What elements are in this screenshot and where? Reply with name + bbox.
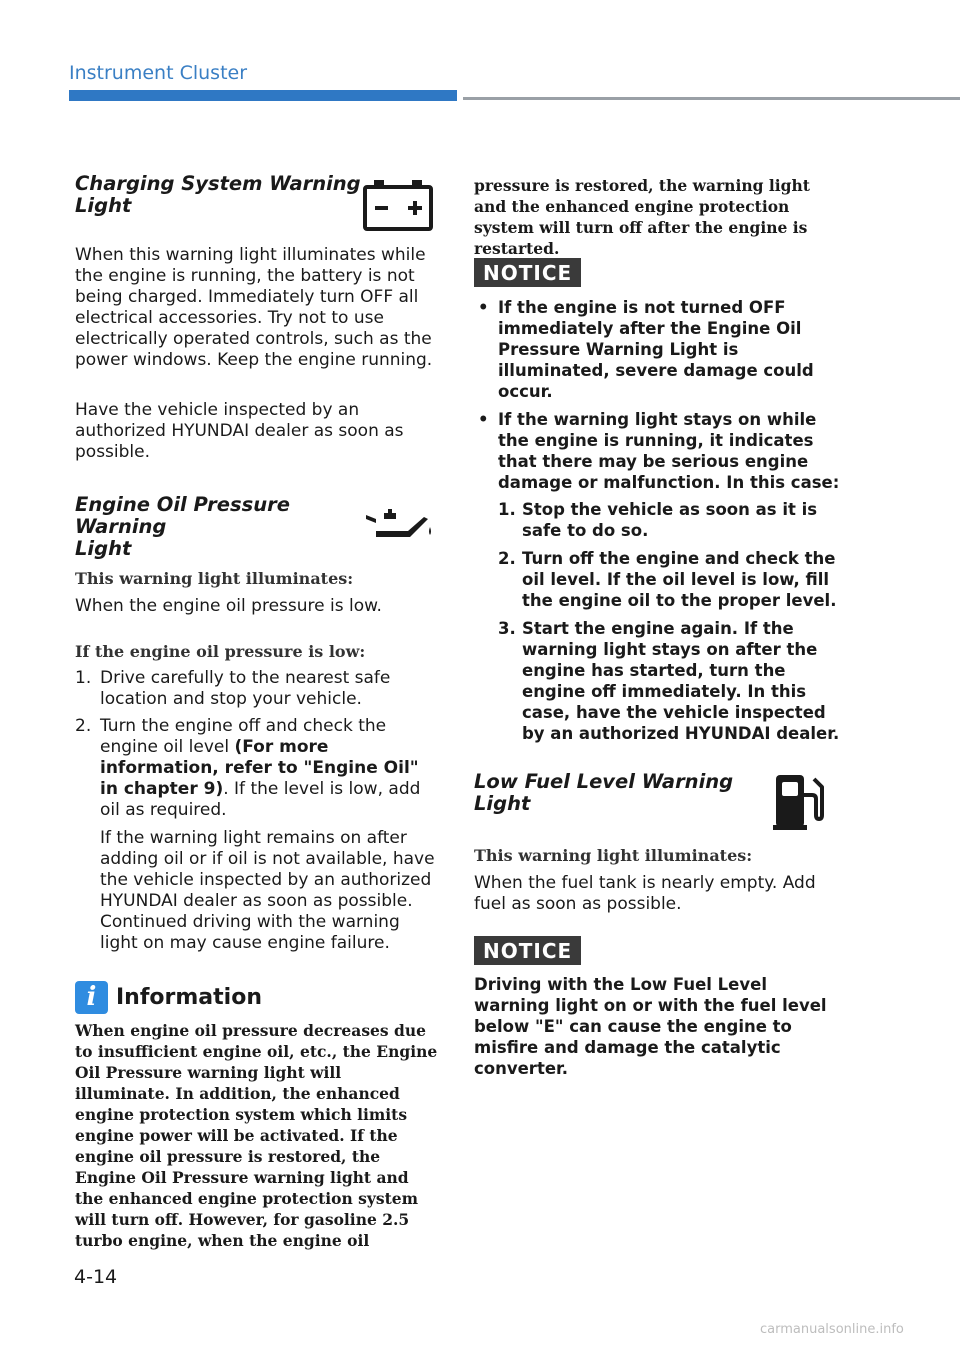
list-item: • If the engine is not turned OFF immediately after the Engine Oil Pressure Warning Light is illuminated, severe damage could occur. bbox=[478, 298, 814, 401]
oil-steps-list bbox=[75, 668, 440, 960]
header-rule bbox=[463, 97, 960, 100]
notice-badge-1: NOTICE bbox=[474, 258, 581, 287]
list-item: 1. Drive carefully to the nearest safe location and stop your vehicle. bbox=[75, 668, 391, 709]
oil-low-heading: If the engine oil pressure is low: bbox=[75, 642, 366, 661]
oil-step-2-note: If the warning light remains on after adding oil or if oil is not available, have the vehicle inspected by an authorized HYUNDAI dealer as soon as possible. Continued driving with the warning light on may cause engine failure. bbox=[100, 828, 435, 953]
info-icon: i bbox=[75, 981, 108, 1014]
list-item: • If the warning light stays on while the engine is running, it indicates that there may be serious engine damage or malfunction. In this case: 1. Stop the vehicle as soon as it is safe to do so. 2. Turn off the engine and check the oil level. If the oil level is low, fill the engine oil to the proper level. 3. Start the engine again. If the warning light stays on after the engine has started, turn the engine off immediately. In this case, have the vehicle inspected by an authorized HYUNDAI dealer. bbox=[474, 409, 844, 744]
fuel-pump-icon bbox=[772, 773, 824, 831]
charging-paragraph-1: When this warning light illuminates while the engine is running, the battery is not being charged. Immediately turn OFF all electrical accessories. Try not to use electrically operated controls, such as the power windows. Keep the engine running. bbox=[75, 245, 433, 370]
page-number: 4-14 bbox=[74, 1266, 118, 1288]
notice-1-content bbox=[474, 297, 844, 751]
page-header-title: Instrument Cluster bbox=[69, 62, 248, 84]
battery-icon bbox=[362, 178, 434, 232]
fuel-section-title: Low Fuel Level Warning Light bbox=[474, 770, 734, 815]
oil-section-title: Engine Oil Pressure Warning Light bbox=[75, 493, 290, 560]
information-text-continued: pressure is restored, the warning light and the enhanced engine protection system will turn off after the engine is restarted. bbox=[474, 176, 810, 258]
fuel-illuminates-text: When the fuel tank is nearly empty. Add fuel as soon as possible. bbox=[474, 873, 816, 914]
fuel-illuminates-heading: This warning light illuminates: bbox=[474, 846, 753, 865]
information-title: Information bbox=[116, 985, 262, 1010]
header-accent-bar bbox=[69, 90, 457, 101]
notice-2-text: Driving with the Low Fuel Level warning light on or with the fuel level below "E" can cause the engine to misfire and damage the catalytic converter. bbox=[474, 975, 827, 1078]
oil-can-icon bbox=[362, 505, 434, 541]
information-text: When engine oil pressure decreases due to insufficient engine oil, etc., the Engine Oil Pressure warning light will illuminate. In addition, the enhanced engine protection system which limits engine power will be activated. If the engine oil pressure is restored, the Engine Oil Pressure warning light and the enhanced engine protection system will turn off. However, for gasoline 2.5 turbo engine, when the engine oil bbox=[75, 1021, 438, 1250]
list-item: 2. Turn off the engine and check the oil level. If the oil level is low, fill the engine oil to the proper level. bbox=[498, 549, 837, 610]
list-item: 1. Stop the vehicle as soon as it is safe to do so. bbox=[498, 500, 818, 540]
oil-illuminates-heading: This warning light illuminates: bbox=[75, 569, 354, 588]
chapter-reference: (For more information, refer to "Engine Oil" in chapter 9) bbox=[100, 737, 419, 799]
watermark: carmanualsonline.info bbox=[760, 1322, 904, 1337]
charging-paragraph-2: Have the vehicle inspected by an authorized HYUNDAI dealer as soon as possible. bbox=[75, 400, 404, 462]
oil-illuminates-text: When the engine oil pressure is low. bbox=[75, 596, 382, 616]
notice-badge-2: NOTICE bbox=[474, 936, 581, 965]
charging-section-title: Charging System Warning Light bbox=[75, 172, 361, 217]
list-item: 2. Turn the engine off and check the engine oil level (For more information, refer to "Engine Oil" in chapter 9). If the level is low, add oil as required. If the warning light remains on after adding oil or if oil is not available, have the vehicle inspected by an authorized HYUNDAI dealer as soon as possible. Continued driving with the warning light on may cause engine failure. bbox=[75, 716, 440, 954]
list-item: 3. Start the engine again. If the warning light stays on after the engine has started, turn the engine off immediately. In this case, have the vehicle inspected by an authorized HYUNDAI dealer. bbox=[498, 619, 840, 743]
